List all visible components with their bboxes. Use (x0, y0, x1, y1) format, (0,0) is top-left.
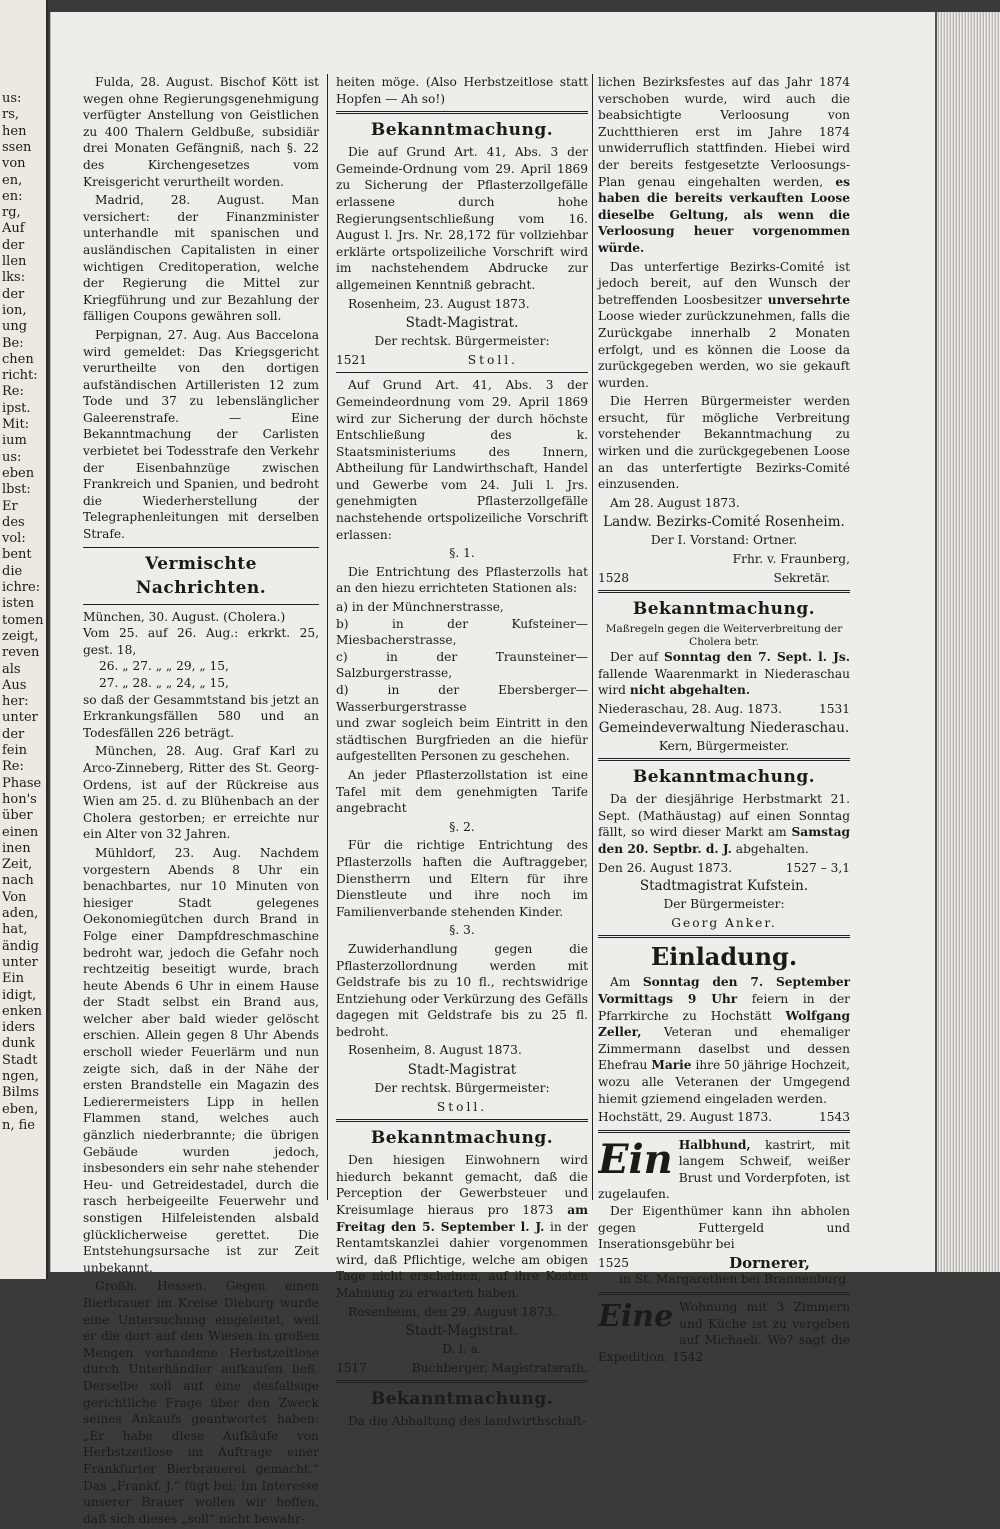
left-page-fragment: Phase (2, 775, 42, 791)
left-page-fragment: der (2, 726, 25, 742)
cholera-report (83, 609, 319, 742)
left-page-fragment: lks: (2, 270, 26, 286)
left-page-fragment: llen (2, 254, 27, 269)
divider (336, 372, 588, 373)
notice-heading: Bekanntmachung. (632, 767, 816, 788)
left-page-fragment: inen (2, 840, 31, 856)
apartment-notice (598, 1299, 850, 1365)
ordinance-mayor-title: Der rechtsk. Bürgermeister: (374, 1081, 550, 1096)
left-page-fragment: enken (2, 1003, 43, 1019)
tax-notice-text-a: Den hiesigen Einwohnern wird hiedurch bekannt gemacht, daß die Perception der Gewerbsteuer und Kreisumlage hieraus pro 1873 (336, 1153, 588, 1218)
invitation-name-bold: Wolfgang Zeller, (598, 1008, 851, 1040)
section-1-more: und zwar sogleich beim Eintritt in den städtischen Burgfrieden an die hiefür aufgestellten Personen zu geschehen. (336, 716, 588, 764)
notice-heading: Bekanntmachung. (632, 599, 816, 620)
invitation-date: Hochstätt, 29. August 1873. (598, 1110, 773, 1125)
section-heading: Vermischte Nachrichten. (135, 553, 267, 598)
notice-heading: Bekanntmachung. (370, 1128, 554, 1149)
left-page-fragment: über (2, 808, 33, 824)
lottery-text (598, 74, 850, 257)
dog-notice-name: Dornerer, (729, 1253, 810, 1272)
left-page-fragment: aden, (2, 906, 39, 921)
invitation-heading: Einladung. (650, 942, 798, 972)
invitation-text-d: ihre 50 jährige Hochzeit, wozu alle Veteranen der Umgegend hiemit gziemend eingeladen werden. (598, 1058, 851, 1106)
section-2-text: Für die richtige Entrichtung des Pflasterzolls haften die Auftraggeber, Dienstherrn und Eltern für ihre Dienstleute und ihre noch im Familienverbande stehenden Kinder. (336, 838, 588, 919)
cholera-line: München, 30. August. (Cholera.) (83, 609, 286, 624)
left-page-fragment: lbst: (2, 482, 31, 498)
left-page-fragment: ngen, (2, 1069, 39, 1084)
autumn-market-text (598, 791, 850, 857)
left-page-fragment: isten (2, 596, 35, 612)
left-page-fragment: der (2, 237, 25, 253)
market-cancel-date: Niederaschau, 28. Aug. 1873. (598, 702, 783, 716)
apartment-notice-text: Wohnung mit 3 Zimmern und Küche ist zu vergeben auf Michaeli. Wo? sagt die Expedition. (598, 1300, 850, 1364)
dog-notice-place: in St. Margarethen bei Brannenburg. (619, 1272, 850, 1287)
left-page-fragment: Re: (2, 384, 24, 400)
market-cancel-signature: Kern, Bürgermeister. (658, 738, 790, 753)
apartment-notice-number: 1542 (672, 1349, 704, 1364)
station-item: a) in der Münchnerstrasse, (336, 600, 504, 615)
left-page-fragment: ung (2, 319, 28, 335)
left-page-fragment: hen (2, 123, 27, 139)
lottery-text-a: lichen Bezirksfestes auf das Jahr 1874 verschoben wurde, wird auch die beabsichtigte Verloosung von Zuchtthieren erst im Jahre 1874 unwiderruflich stattfinden. Hiebei wird der bereits festgesetzte Verloosungs-Plan genau eingehalten werden, (598, 75, 850, 189)
tax-notice-signature: Buchberger, Magistratsrath. (411, 1360, 588, 1375)
market-cancel-text-a: Der auf (610, 650, 659, 665)
dog-notice-bold: Halbhund, (678, 1137, 751, 1152)
notice-signature: Stoll. (467, 352, 518, 367)
left-page-fragment: Stadt (2, 1052, 38, 1068)
left-page-fragment: Be: (2, 335, 24, 351)
invitation-wife-bold: Marie (651, 1058, 692, 1073)
divider (598, 758, 850, 761)
news-muehldorf: Mühldorf, 23. Aug. Nachdem vorgestern Abends 8 Uhr ein benachbartes, nur 10 Minuten von hiesiger Stadt gelegenes Oekonomiegütchen durch Brand in Folge einer Dampfdreschmaschine bedroht war, jedoch die Gefahr noch rechtzeitig beseitigt wurde, brach heute Abends 6 Uhr in einem Hause der Stadt selbst ein Brand aus, welcher aber bald wieder gelöscht erschien. Allein gegen 8 Uhr Abends erscholl wieder Feuerlärm und nun zeigte sich, daß in der Nähe der ersten Brandstelle ein Magazin des Ledierermeisters Lipp in hellen Flammen stand, welches auch gänzlich niederbrannte; die übrigen Gebäude wurden jedoch, insbesonders ein sehr nahe stehender Heu- und Getreidestadel, durch die rasch herbeigeeilte Feuerwehr und sonstigen Hilfeleistenden alsbald glücklicherweise gerettet. Die Entstehungsursache ist zur Zeit unbekannt. (83, 845, 319, 1275)
lottery-date: Am 28. August 1873. (610, 495, 740, 510)
divider (336, 1380, 588, 1383)
farm-notice-text: Da die Abhaltung des landwirthschaft- (348, 1414, 587, 1429)
left-page-fragment: Bilms (2, 1085, 39, 1101)
lottery-text-b-bold: unversehrte (767, 292, 850, 307)
left-page-fragment: her: (2, 694, 29, 710)
lottery-text-2 (598, 259, 850, 392)
news-madrid: Madrid, 28. August. Man versichert: der Finanzminister unterhandle mit spanischen und ausländischen Capitalisten in einer wichtigen Creditoperation, welche der Regierung die Mittel zur Kriegführung und zur Bezahlung der fälligen Coupons gewähren soll. (83, 193, 319, 324)
market-cancel-bold-2: nicht abgehalten. (629, 683, 751, 698)
tax-notice-number: 1517 (336, 1360, 368, 1375)
left-page-fragment: ium (2, 433, 27, 449)
column-1 (83, 74, 319, 1529)
left-page-fragment: Ein (2, 971, 25, 987)
left-page-fragment: Re: (2, 759, 24, 775)
dog-notice-text-2: Der Eigenthümer kann ihn abholen gegen Futtergeld und Inserationsgebühr bei (598, 1204, 850, 1252)
column-rule (327, 74, 328, 1200)
tax-notice-dla: D. l. a. (442, 1342, 482, 1357)
tax-notice-signature-row (336, 1360, 588, 1377)
left-page-fragment: n, fie (2, 1117, 36, 1133)
left-page-fragment: reven (2, 645, 40, 661)
news-munich-arco: München, 28. Aug. Graf Karl zu Arco-Zinneberg, Ritter des St. Georg-Ordens, ist auf der Rückreise aus Wien am 25. d. zu Blühenbach an der Cholera gestorben; er erreichte nur ein Alter von 32 Jahren. (83, 744, 319, 842)
invitation-date-bold: Sonntag den 7. September Vormittags 9 Uhr (598, 975, 851, 1006)
invitation-number: 1543 (818, 1110, 850, 1125)
autumn-market-date: Den 26. August 1873. (598, 860, 733, 875)
left-page-fragment: fein (2, 743, 28, 758)
station-item: b) in der Kufsteiner—Miesbacherstrasse, (336, 616, 588, 648)
ordinance-office: Stadt-Magistrat (407, 1062, 517, 1079)
left-page-fragment: ichre: (2, 580, 41, 595)
left-page-fragment: des (2, 514, 25, 530)
left-page-fragment: chen (2, 351, 34, 367)
news-hessen: Großh. Hessen. Gegen einen Bierbrauer im Kreise Dieburg wurde eine Untersuchung eingeleitet, weil er die dort auf den Wiesen in großen Mengen vorhandene Herbstzeitlose durch Unterhändler aufkaufen ließ. Derselbe soll auf eine desfallsige gerichtliche Frage über den Zweck seines Ankaufs geantwortet haben: „Er habe diese Aufkäufe von Herbstzeitlose im Auftrage einer Frankfurter Bierbrauerei gemacht.“ Das „Frankf. J.“ fügt bei: Im Interesse unserer Brauer wollen wir hoffen, daß sich dieses „soll“ nicht bewahr- (83, 1279, 319, 1526)
tax-notice-text-b: in der Rentamtskanzlei dahier vorgenommen wird, daß Pflichtige, welche am obigen Tage nicht erscheinen, auf ihre Kosten Mahnung zu erwarten haben. (336, 1219, 589, 1300)
tax-notice-text (336, 1152, 588, 1301)
left-page-fragment: rg, (2, 205, 21, 221)
page-stack-edges (935, 12, 1000, 1272)
left-page-fragment: unter (2, 710, 38, 726)
lottery-secretary-name: Frhr. v. Fraunberg, (732, 552, 850, 567)
left-page-fragment: idigt, (2, 987, 37, 1003)
lottery-chair: Der I. Vorstand: Ortner. (650, 533, 798, 548)
left-page-fragment: die (2, 563, 23, 579)
invitation-date-row (598, 1109, 850, 1126)
autumn-market-text-a: Da der diesjährige Herbstmarkt 21. Sept. (Mathäustag) auf einen Sonntag fällt, so wird dieser Markt am (598, 792, 850, 840)
autumn-market-org: Stadtmagistrat Kufstein. (639, 878, 809, 895)
news-perpignan: Perpignan, 27. Aug. Aus Baccelona wird gemeldet: Das Kriegsgericht verurtheilte von den dortigen aufständischen Artilleristen 12 zum Tode und 37 zu lebenslänglicher Galeerenstrafe. — Eine Bekanntmachung der Carlisten verbietet bei Todesstrafe den Verkehr der Eisenbahnzüge zwischen Frankreich und Spanien, und bedroht die Wiederherstellung der Telegraphenleitungen mit derselben Strafe. (83, 327, 319, 542)
cholera-summary: so daß der Gesammtstand bis jetzt an Erkrankungsfällen 580 und an Todesfällen 226 beträgt. (83, 692, 319, 740)
apartment-notice-initial: Eine (598, 1299, 674, 1335)
notice-heading: Bekanntmachung. (370, 1389, 554, 1410)
tax-notice-date: Rosenheim, den 29. August 1873. (348, 1304, 557, 1319)
divider (83, 604, 319, 605)
notice-mayor-title: Der rechtsk. Bürgermeister: (374, 334, 550, 349)
market-cancel-bold: Sonntag den 7. Sept. l. Js. (664, 650, 850, 665)
left-page-fragment: ion, (2, 302, 27, 318)
left-page-fragment: richt: (2, 368, 38, 384)
section-1-text: Die Entrichtung des Pflasterzolls hat an den hiezu errichteten Stationen als: (336, 564, 588, 596)
market-cancel-text-b: fallende Waarenmarkt in Niederaschau wird (598, 666, 850, 698)
notice-office: Stadt-Magistrat. (405, 315, 519, 332)
newspaper-page (50, 12, 936, 1526)
notice-heading: Bekanntmachung. (370, 120, 554, 141)
left-page-fragment: hon's (2, 791, 37, 807)
left-page-fragment: unter (2, 954, 38, 970)
left-page-fragment: Aus (2, 677, 27, 693)
left-page-fragment: ipst. (2, 400, 31, 416)
invitation-text-b: feiern in der Pfarrkirche zu Hochstätt (598, 991, 850, 1023)
news-fulda: Fulda, 28. August. Bischof Kött ist wegen ohne Regierungsgenehmigung verfügter Anstellung von Geistlichen zu 400 Thalern Geldbuße, subsidiär drei Monaten Gefängniß, nach §. 22 des Kirchengesetzes vom Kreisgericht verurtheilt worden. (83, 75, 319, 189)
left-page-fragment: bent (2, 547, 32, 563)
ordinance-date: Rosenheim, 8. August 1873. (348, 1043, 522, 1058)
dog-notice-signature-row (598, 1255, 850, 1272)
section-1-more2: An jeder Pflasterzollstation ist eine Tafel mit dem genehmigten Tarife angebracht (336, 767, 588, 816)
section-1-label: §. 1. (449, 546, 475, 561)
notice-signature-row (336, 352, 588, 369)
notice-subtitle: Maßregeln gegen die Weiterverbreitung der Cholera betr. (605, 623, 843, 649)
market-cancel-number: 1531 (818, 702, 850, 716)
left-page-fragment: eben, (2, 1101, 39, 1117)
left-page-fragment: en: (2, 188, 23, 204)
left-page-fragment: als (2, 661, 21, 677)
column-rule (592, 74, 593, 1200)
invitation-text-c: Veteran und ehemaliger Zimmermann daselbst und dessen Ehefrau (598, 1025, 850, 1073)
market-cancel-date-row (598, 701, 850, 718)
left-page-fragment: von (2, 156, 26, 172)
left-page-fragment: nach (2, 873, 34, 889)
dog-notice-number: 1525 (598, 1255, 630, 1270)
left-page-fragment: hat, (2, 922, 28, 938)
left-page-fragment: Zeit, (2, 857, 33, 873)
left-page-fragment: Auf (2, 221, 25, 237)
column-2 (336, 74, 588, 1432)
divider (598, 590, 850, 593)
divider (336, 1119, 588, 1122)
invitation-text (598, 974, 850, 1107)
station-item: c) in der Traunsteiner—Salzburgerstrasse, (336, 649, 588, 681)
divider (598, 935, 850, 938)
dog-notice (598, 1137, 850, 1203)
left-page-fragment: Mit: (2, 417, 30, 432)
left-page-fragment: dunk (2, 1036, 35, 1052)
market-cancel-text (598, 649, 850, 699)
cholera-line: Vom 25. auf 26. Aug.: erkrkt. 25, gest. 18, (83, 626, 319, 657)
left-page-fragment: Von (2, 889, 27, 905)
left-page-fragment: tomen (2, 612, 44, 628)
divider (83, 547, 319, 548)
left-page-fragment: vol: (2, 531, 26, 547)
divider (336, 111, 588, 114)
section-2-label: §. 2. (449, 819, 475, 834)
autumn-market-number: 1527 – 3,1 (785, 860, 850, 875)
tax-notice-date-bold: am Freitag den 5. September l. J. (336, 1203, 588, 1234)
invitation-text-a: Am (610, 975, 631, 990)
dog-notice-initial: Ein (598, 1136, 673, 1183)
dog-notice-text: kastrirt, mit langem Schweif, weißer Brust und Vorderpfoten, ist zugelaufen. (598, 1137, 850, 1202)
left-page-fragment: zeigt, (2, 628, 39, 644)
left-page-edge (0, 0, 48, 1279)
lottery-text-b2: Loose wieder zurückzunehmen, falls die Zurückgabe innerhalb 2 Monaten erfolgt, und es können die Loose da zurückgegeben werden, wo sie gekauft wurden. (598, 309, 850, 390)
notice-date: Rosenheim, 23. August 1873. (348, 296, 530, 311)
autumn-market-mayor-title: Der Bürgermeister: (663, 897, 785, 912)
left-page-fragment: us: (2, 91, 22, 106)
cholera-line: 26. „ 27. „ „ 29, „ 15, (99, 659, 229, 674)
autumn-market-bold: Samstag den 20. Septbr. d. J. (598, 825, 851, 856)
left-page-fragment: der (2, 286, 25, 302)
lottery-number: 1528 (598, 570, 630, 585)
column-3 (598, 74, 850, 1365)
left-page-fragment: us: (2, 449, 22, 465)
market-cancel-org: Gemeindeverwaltung Niederaschau. (598, 719, 850, 736)
lottery-text-3: Die Herren Bürgermeister werden ersucht, für mögliche Verbreitung vorstehender Bekanntmachung zu wirken und die zurückgegebenen Loose an das unterfertigte Bezirks-Comité einzusenden. (598, 394, 850, 492)
lottery-text-b1: Das unterfertige Bezirks-Comité ist jedoch bereit, auf den Wunsch der betreffenden Loosbesitzer (598, 259, 850, 307)
continued-text: heiten möge. (Also Herbstzeitlose statt Hopfen — Ah so!) (336, 75, 588, 106)
ordinance-signature: Stoll. (436, 1099, 488, 1114)
divider (598, 1130, 850, 1133)
autumn-market-date-row (598, 860, 850, 877)
left-page-fragment: Er (2, 498, 18, 514)
left-page-fragment: en, (2, 172, 23, 188)
left-page-fragment: ssen (2, 139, 32, 155)
lottery-org: Landw. Bezirks-Comité Rosenheim. (603, 514, 845, 531)
lottery-secretary-title: Sekretär. (773, 570, 830, 585)
left-page-fragment: eben (2, 465, 35, 481)
left-page-fragment: einen (2, 824, 39, 840)
lottery-text-bold: es haben die bereits verkauften Loose dieselbe Geltung, als wenn die Verloosung heuer vorgenommen würde. (598, 174, 850, 255)
lottery-signature-row (598, 570, 850, 587)
divider (598, 1292, 850, 1295)
notice-text: Die auf Grund Art. 41, Abs. 3 der Gemeinde-Ordnung vom 29. April 1869 zu Sicherung der Pflasterzollgefälle erlassene durch hohe Regierungsentschließung vom 16. August l. Jrs. Nr. 28,172 für vollziehbar erklärte ortspolizeiliche Vorschrift wird im nachstehendem Abdrucke zur allgemeinen Kenntniß gebracht. (336, 145, 588, 292)
notice-number: 1521 (336, 352, 368, 367)
left-page-fragment: iders (2, 1020, 36, 1036)
cholera-line: 27. „ 28. „ „ 24, „ 15, (99, 676, 229, 690)
autumn-market-text-b: abgehalten. (735, 841, 809, 856)
left-page-fragment: ändig (2, 938, 39, 954)
left-page-fragment: rs, (2, 107, 20, 123)
station-item: d) in der Ebersberger—Wasserburgerstrasse (336, 683, 588, 714)
section-3-text: Zuwiderhandlung gegen die Pflasterzollordnung werden mit Geldstrafe bis zu 10 fl., rechtswidrige Entziehung oder Verkürzung des Gefälls dagegen mit Geldstrafe bis zu 25 fl. bedroht. (336, 941, 588, 1039)
section-3-label: §. 3. (449, 923, 475, 938)
autumn-market-signature: Georg Anker. (671, 915, 777, 930)
tax-notice-office: Stadt-Magistrat. (405, 1323, 519, 1340)
ordinance-intro: Auf Grund Art. 41, Abs. 3 der Gemeindeordnung vom 29. April 1869 wird zur Sicherung der durch höchste Entschließung des k. Staatsministeriums des Innern, Abtheilung für Landwirthschaft, Handel und Gewerbe vom 24. Juli l. Jrs. genehmigten Pflasterzollgefälle nachstehende ortspolizeiliche Vorschrift erlassen: (336, 378, 588, 542)
